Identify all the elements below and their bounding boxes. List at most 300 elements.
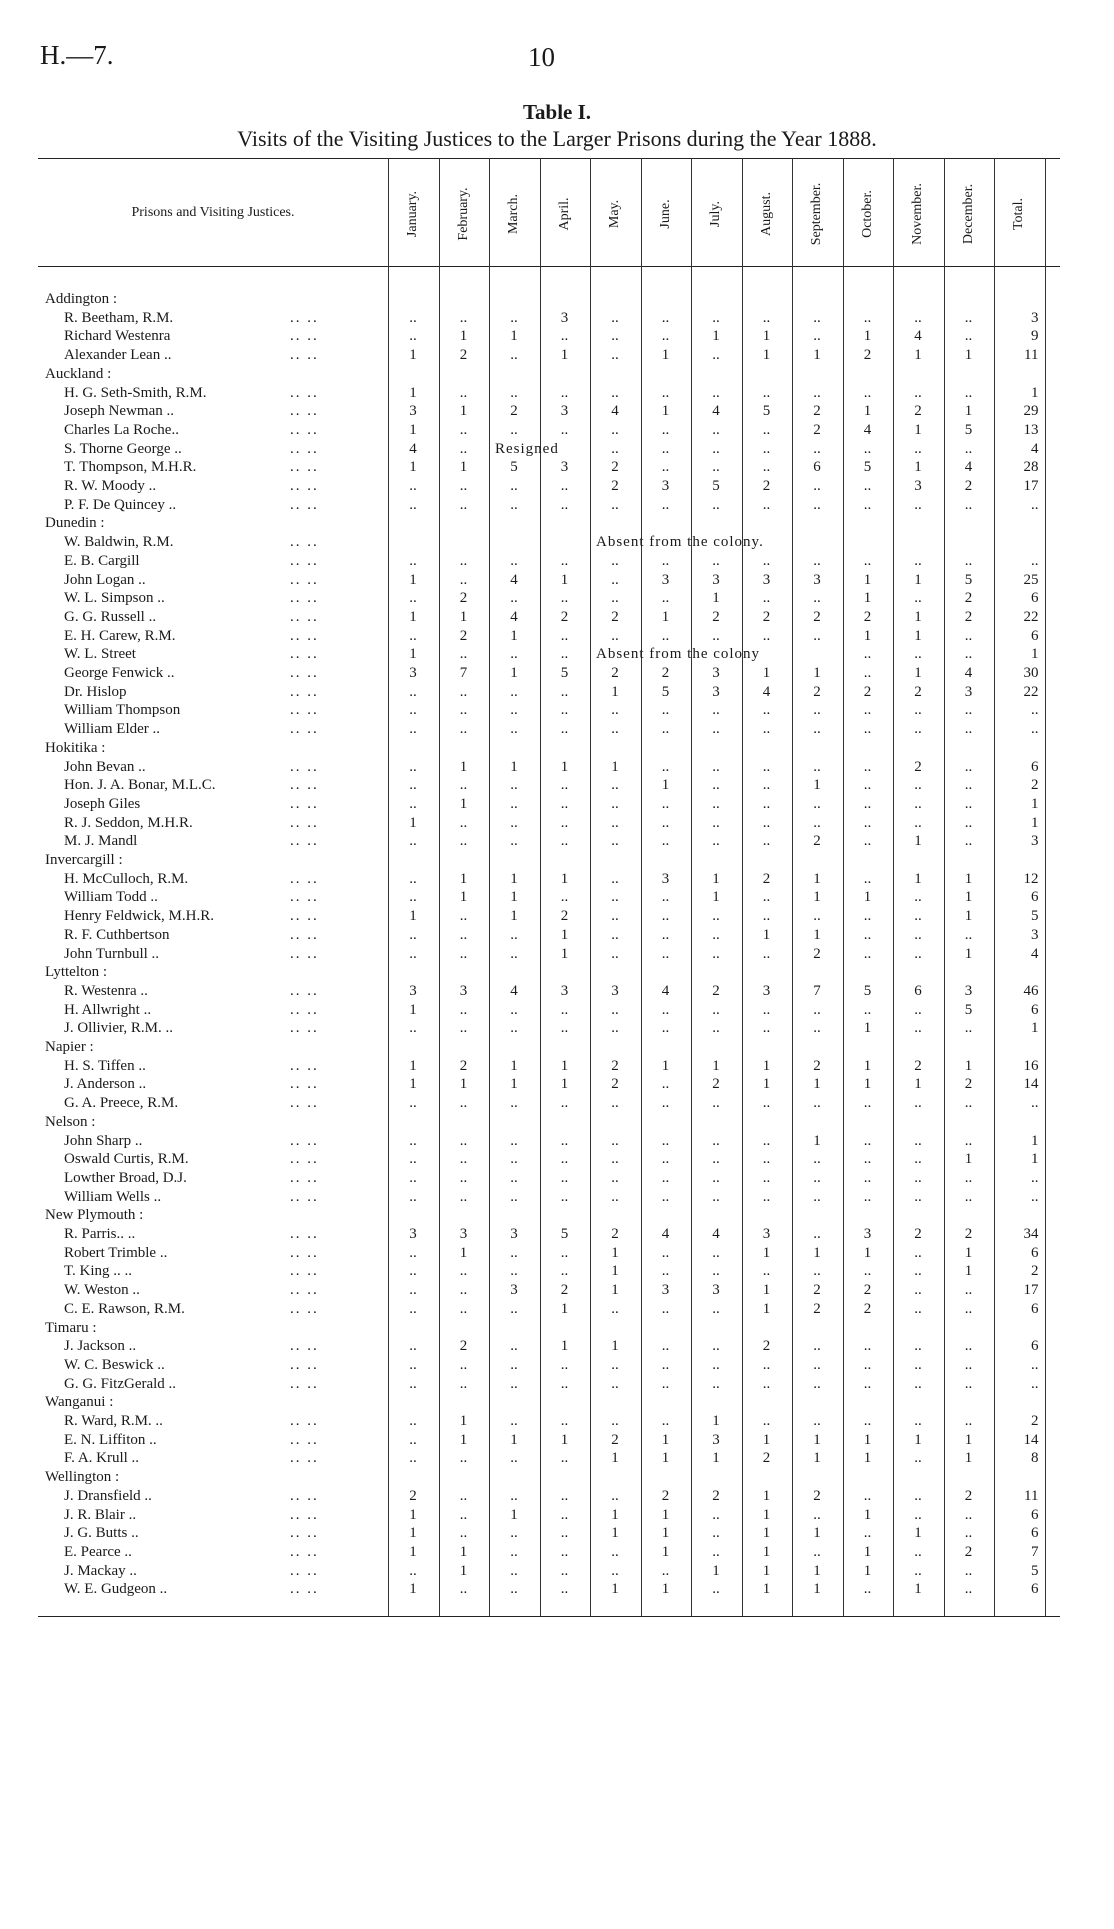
group-row <box>0 851 1114 870</box>
visit-cell: 3 <box>863 1226 872 1242</box>
visit-cell: .. <box>510 1581 518 1598</box>
visit-cell: 2 <box>560 1282 569 1299</box>
visit-cell: 1 <box>914 571 922 588</box>
justice-row <box>0 926 1114 945</box>
visit-cell: .. <box>409 1356 417 1373</box>
month-header-label: January. <box>405 190 420 238</box>
visit-cell: .. <box>510 814 518 831</box>
visit-cell: 1 <box>762 1562 771 1579</box>
visit-cell: .. <box>813 1169 821 1186</box>
visit-cell: .. <box>409 590 417 607</box>
visit-cell: .. <box>813 1095 821 1112</box>
visit-cell: .. <box>510 1356 518 1373</box>
justice-row <box>0 870 1114 889</box>
visit-cell: .. <box>560 646 569 663</box>
visit-cell: 2 <box>914 1226 922 1242</box>
leader-dots: .. .. <box>290 534 319 551</box>
visit-cell: .. <box>964 1095 973 1112</box>
visit-cell: .. <box>560 496 569 513</box>
leader-dots: .. .. <box>290 1132 319 1149</box>
visit-cell: 2 <box>813 1300 821 1317</box>
visit-cell: .. <box>813 440 821 457</box>
visit-cell: .. <box>459 1151 468 1168</box>
leader-dots: .. .. <box>290 721 319 738</box>
visit-cell: 1 <box>510 870 518 887</box>
leader-dots: .. .. <box>290 1356 319 1373</box>
visit-cell: .. <box>762 1001 771 1018</box>
total-cell: .. <box>1031 496 1039 513</box>
visit-cell: .. <box>762 496 771 513</box>
month-header <box>540 168 590 260</box>
justice-row <box>0 477 1114 496</box>
visit-cell: 3 <box>712 683 720 700</box>
leader-dots: .. .. <box>290 478 319 494</box>
visit-cell: .. <box>914 1263 922 1280</box>
justice-name: R. Beetham, R.M. <box>64 309 174 326</box>
visit-cell: 1 <box>813 1525 821 1542</box>
month-header <box>994 168 1044 260</box>
visit-cell: .. <box>661 1076 670 1093</box>
visit-cell: .. <box>409 945 417 962</box>
visit-cell: 1 <box>863 1450 872 1467</box>
visit-cell: .. <box>510 646 518 663</box>
visit-cell: .. <box>863 777 872 794</box>
visit-cell: .. <box>560 421 569 438</box>
justice-name: G. A. Preece, R.M. <box>64 1095 179 1112</box>
visit-cell: .. <box>661 721 670 738</box>
visit-cell: .. <box>459 1095 468 1112</box>
visit-cell: .. <box>510 1132 518 1149</box>
leader-dots: .. .. <box>290 1282 319 1299</box>
visit-cell: .. <box>409 926 417 943</box>
visit-cell: .. <box>712 926 720 943</box>
visit-cell: 1 <box>611 683 619 700</box>
visit-cell: .. <box>762 1020 771 1037</box>
justice-row <box>0 440 1114 459</box>
visit-cell: .. <box>661 1151 670 1168</box>
leader-dots: .. .. <box>290 1525 319 1542</box>
justice-row <box>0 1506 1114 1525</box>
visit-cell: 1 <box>964 1263 973 1280</box>
visit-cell: .. <box>661 1562 670 1579</box>
visit-cell: 1 <box>661 1506 670 1523</box>
visit-cell: .. <box>560 384 569 401</box>
visit-cell: 1 <box>510 627 518 644</box>
justice-name: E. N. Liffiton .. <box>64 1431 157 1448</box>
visit-cell: .. <box>914 926 922 943</box>
total-cell: 29 <box>1023 403 1039 420</box>
visit-cell: .. <box>762 1169 771 1186</box>
justice-row <box>0 1375 1114 1394</box>
visit-cell: 1 <box>459 1543 468 1560</box>
visit-cell: 2 <box>813 945 821 962</box>
visit-cell: .. <box>611 1188 619 1205</box>
visit-cell: .. <box>510 1001 518 1018</box>
visit-cell: 2 <box>560 908 569 925</box>
visit-cell: .. <box>510 1188 518 1205</box>
visit-cell: .. <box>712 1132 720 1149</box>
visit-cell: .. <box>712 347 720 364</box>
visit-cell: 1 <box>409 1001 417 1018</box>
visit-cell: .. <box>762 1413 771 1429</box>
visit-cell: 1 <box>964 908 973 925</box>
visit-cell: 2 <box>712 982 720 999</box>
visit-cell: 3 <box>712 1282 720 1299</box>
visit-cell: 1 <box>661 1057 670 1074</box>
visit-cell: .. <box>863 1095 872 1112</box>
visit-cell: 1 <box>611 1581 619 1598</box>
visit-cell: 5 <box>964 571 973 588</box>
leader-dots: .. .. <box>290 1506 319 1523</box>
visit-cell: 1 <box>459 889 468 906</box>
visit-cell: .. <box>964 1020 973 1037</box>
visit-cell: 1 <box>661 1543 670 1560</box>
visit-cell: .. <box>762 833 771 850</box>
total-cell: 1 <box>1031 646 1039 663</box>
visit-cell: .. <box>712 777 720 794</box>
visit-cell: .. <box>409 889 417 906</box>
visit-cell: .. <box>813 328 821 345</box>
visit-cell: 1 <box>409 1057 417 1074</box>
visit-cell: 1 <box>459 1244 468 1261</box>
visit-cell: 2 <box>813 833 821 850</box>
visit-cell: .. <box>914 945 922 962</box>
visit-cell: 6 <box>914 982 922 999</box>
leader-dots: .. .. <box>290 777 319 794</box>
visit-cell: .. <box>560 1244 569 1261</box>
table-header-rule <box>38 266 1060 267</box>
month-header <box>590 168 640 260</box>
visit-cell: 2 <box>712 1076 720 1093</box>
visit-cell: 3 <box>712 665 720 681</box>
visit-cell: .. <box>712 1356 720 1373</box>
visit-cell: 2 <box>813 1057 821 1074</box>
visit-cell: .. <box>459 496 468 513</box>
visit-cell: .. <box>409 1020 417 1037</box>
visit-cell: 4 <box>863 421 872 438</box>
visit-cell: 1 <box>510 665 518 681</box>
visit-cell: 7 <box>459 665 468 681</box>
visit-cell: 1 <box>762 1244 771 1261</box>
visit-cell: .. <box>459 309 468 326</box>
month-header-label: July. <box>708 201 723 227</box>
visit-cell: .. <box>560 683 569 700</box>
visit-cell: .. <box>409 1263 417 1280</box>
visit-cell: 1 <box>964 1244 973 1261</box>
visit-cell: 1 <box>964 1151 973 1168</box>
visit-cell: .. <box>914 1151 922 1168</box>
visit-cell: .. <box>560 627 569 644</box>
visit-cell: .. <box>863 1356 872 1373</box>
visit-cell: .. <box>409 758 417 775</box>
total-cell: 3 <box>1031 926 1039 943</box>
visit-cell: .. <box>712 1001 720 1018</box>
total-cell: 6 <box>1031 1001 1039 1018</box>
visit-cell: .. <box>459 384 468 401</box>
visit-cell: 3 <box>813 571 821 588</box>
justice-name: John Bevan .. <box>64 758 146 775</box>
visit-cell: .. <box>813 814 821 831</box>
total-cell: 30 <box>1023 665 1039 681</box>
justice-name: T. King .. .. <box>64 1263 133 1280</box>
visit-cell: 1 <box>661 403 670 420</box>
visit-cell: .. <box>560 478 569 494</box>
total-cell: 34 <box>1023 1226 1039 1242</box>
visit-cell: .. <box>661 459 670 476</box>
visit-cell: 4 <box>510 982 518 999</box>
table-bottom-rule <box>38 1616 1060 1617</box>
visit-cell: .. <box>914 1356 922 1373</box>
leader-dots: .. .. <box>290 552 319 569</box>
visit-cell: 2 <box>914 1057 922 1074</box>
visit-cell: 1 <box>459 459 468 476</box>
visit-cell: .. <box>964 646 973 663</box>
visit-cell: .. <box>510 833 518 850</box>
justice-name: E. B. Cargill <box>64 552 140 569</box>
visit-cell: .. <box>661 1356 670 1373</box>
visit-cell: .. <box>409 627 417 644</box>
visit-cell: .. <box>863 646 872 663</box>
visit-cell: .. <box>712 1300 720 1317</box>
visit-cell: 1 <box>409 608 417 625</box>
leader-dots: .. .. <box>290 384 319 401</box>
leader-dots: .. .. <box>290 1581 319 1598</box>
visit-cell: .. <box>611 328 619 345</box>
visit-cell: .. <box>611 1001 619 1018</box>
total-cell: 1 <box>1031 1151 1039 1168</box>
month-header-label: December. <box>960 183 976 245</box>
justice-name: H. Allwright .. <box>64 1001 152 1018</box>
visit-cell: .. <box>459 421 468 438</box>
visit-cell: .. <box>863 1169 872 1186</box>
visit-cell: 2 <box>762 1338 771 1355</box>
visit-cell: .. <box>914 889 922 906</box>
visit-cell: .. <box>560 1413 569 1429</box>
leader-dots: .. .. <box>290 1487 319 1504</box>
visit-cell: .. <box>409 328 417 345</box>
visit-cell: .. <box>459 1525 468 1542</box>
visit-cell: .. <box>459 1169 468 1186</box>
prison-name: Addington : <box>45 291 118 307</box>
visit-cell: .. <box>459 1450 468 1467</box>
leader-dots: .. .. <box>290 1375 319 1392</box>
visit-cell: 5 <box>560 1226 569 1242</box>
prison-name: Dunedin : <box>45 515 105 532</box>
visit-cell: .. <box>459 1001 468 1018</box>
visit-cell: 2 <box>863 683 872 700</box>
visit-cell: 1 <box>863 1020 872 1037</box>
visit-cell: 1 <box>661 1450 670 1467</box>
visit-cell: .. <box>762 1095 771 1112</box>
visit-cell: .. <box>813 702 821 719</box>
justice-name: Robert Trimble .. <box>64 1244 168 1261</box>
visit-cell: .. <box>459 1132 468 1149</box>
visit-cell: 2 <box>964 1226 973 1242</box>
visit-cell: 4 <box>661 1226 670 1242</box>
visit-cell: 2 <box>813 608 821 625</box>
justice-row <box>0 608 1114 627</box>
visit-cell: .. <box>712 1151 720 1168</box>
visit-cell: .. <box>409 1562 417 1579</box>
visit-cell: .. <box>560 1525 569 1542</box>
visit-cell: .. <box>611 721 619 738</box>
prison-name: Wellington : <box>45 1469 120 1486</box>
justice-row <box>0 1057 1114 1076</box>
group-row <box>0 963 1114 982</box>
visit-cell: .. <box>762 1375 771 1392</box>
justice-row <box>0 421 1114 440</box>
visit-cell: .. <box>611 926 619 943</box>
visit-cell: .. <box>762 945 771 962</box>
visit-cell: .. <box>611 1151 619 1168</box>
justice-name: E. Pearce .. <box>64 1543 132 1560</box>
visit-cell: 1 <box>762 1057 771 1074</box>
visit-cell: 1 <box>409 814 417 831</box>
justice-name: W. E. Gudgeon .. <box>64 1581 168 1598</box>
visit-cell: 3 <box>762 982 771 999</box>
total-cell: 6 <box>1031 889 1039 906</box>
total-cell: 6 <box>1031 590 1039 607</box>
visit-cell: .. <box>712 1543 720 1560</box>
visit-cell: .. <box>661 945 670 962</box>
visit-cell: .. <box>914 1001 922 1018</box>
visit-cell: 1 <box>409 347 417 364</box>
visit-cell: .. <box>661 926 670 943</box>
visit-cell: .. <box>712 1244 720 1261</box>
visit-cell: .. <box>611 777 619 794</box>
visit-cell: 3 <box>510 1282 518 1299</box>
visit-cell: .. <box>459 646 468 663</box>
visit-cell: 1 <box>459 758 468 775</box>
visit-cell: .. <box>510 1020 518 1037</box>
leader-dots: .. .. <box>290 646 319 663</box>
prison-name: Lyttelton : <box>45 964 108 981</box>
visit-cell: 3 <box>560 459 569 476</box>
visit-cell: .. <box>661 908 670 925</box>
visit-cell: .. <box>762 1132 771 1149</box>
visit-cell: 1 <box>409 384 417 401</box>
visit-cell: 1 <box>611 1450 619 1467</box>
visit-cell: .. <box>459 1263 468 1280</box>
visit-cell: .. <box>510 1095 518 1112</box>
table-number: Table I. <box>522 100 592 124</box>
leader-dots: .. .. <box>290 870 319 887</box>
visit-cell: 1 <box>409 908 417 925</box>
visit-cell: .. <box>712 1506 720 1523</box>
visit-cell: .. <box>813 721 821 738</box>
total-cell: 46 <box>1023 982 1039 999</box>
justice-row <box>0 1580 1114 1599</box>
visit-cell: .. <box>712 309 720 326</box>
visit-cell: 3 <box>661 478 670 494</box>
visit-cell: .. <box>813 1543 821 1560</box>
visit-cell: .. <box>459 1356 468 1373</box>
visit-cell: .. <box>964 814 973 831</box>
visit-cell: .. <box>813 1001 821 1018</box>
visit-cell: .. <box>560 1450 569 1467</box>
total-cell: 2 <box>1031 1263 1039 1280</box>
justice-name: William Elder .. <box>64 721 161 738</box>
visit-cell: .. <box>914 309 922 326</box>
visit-cell: 1 <box>914 870 922 887</box>
visit-cell: .. <box>409 721 417 738</box>
visit-cell: .. <box>510 1151 518 1168</box>
visit-cell: .. <box>661 440 670 457</box>
justice-row <box>0 664 1114 683</box>
page-number: 10 <box>528 42 555 72</box>
visit-cell: 2 <box>712 608 720 625</box>
justice-name: J. Ollivier, R.M. .. <box>64 1020 173 1037</box>
visit-cell: .. <box>661 1300 670 1317</box>
visit-cell: 1 <box>712 1057 720 1074</box>
visit-cell: 2 <box>611 1226 619 1242</box>
visit-cell: .. <box>762 1356 771 1373</box>
justice-row <box>0 533 1114 552</box>
prison-name: New Plymouth : <box>45 1207 144 1224</box>
visit-cell: .. <box>560 1001 569 1018</box>
visit-cell: .. <box>510 478 518 494</box>
visit-cell: .. <box>762 889 771 906</box>
month-header <box>893 168 943 260</box>
total-cell: 6 <box>1031 1506 1039 1523</box>
visit-cell: 1 <box>459 1562 468 1579</box>
visit-cell: .. <box>712 721 720 738</box>
visit-cell: .. <box>409 496 417 513</box>
visit-cell: .. <box>964 1506 973 1523</box>
visit-cell: .. <box>914 590 922 607</box>
visit-cell: 1 <box>510 1057 518 1074</box>
visit-cell: .. <box>611 1095 619 1112</box>
visit-cell: 2 <box>611 1076 619 1093</box>
visit-cell: .. <box>964 1581 973 1598</box>
visit-cell: .. <box>510 1562 518 1579</box>
leader-dots: .. .. <box>290 608 319 625</box>
leader-dots: .. .. <box>290 702 319 719</box>
justice-name: C. E. Rawson, R.M. <box>64 1300 185 1317</box>
visit-cell: 1 <box>914 347 922 364</box>
visit-cell: .. <box>459 1581 468 1598</box>
visit-cell: 1 <box>409 571 417 588</box>
visit-cell: 1 <box>863 1076 872 1093</box>
total-cell: .. <box>1031 702 1039 719</box>
leader-dots: .. .. <box>290 1226 319 1242</box>
prison-name: Invercargill : <box>45 852 123 868</box>
visit-cell: .. <box>409 683 417 700</box>
leader-dots: .. .. <box>290 496 319 513</box>
visit-cell: 1 <box>510 1076 518 1093</box>
visit-cell: .. <box>914 1132 922 1149</box>
visit-cell: .. <box>611 496 619 513</box>
visit-cell: .. <box>914 1450 922 1467</box>
justice-row <box>0 945 1114 964</box>
visit-cell: 1 <box>813 1562 821 1579</box>
visit-cell: .. <box>459 1188 468 1205</box>
justice-name: F. A. Krull .. <box>64 1450 140 1467</box>
month-header <box>792 168 842 260</box>
visit-cell: 2 <box>459 627 468 644</box>
visit-cell: 4 <box>964 459 973 476</box>
visit-cell: .. <box>964 1282 973 1299</box>
visit-cell: .. <box>914 1338 922 1355</box>
visit-cell: .. <box>813 1263 821 1280</box>
visit-cell: .. <box>863 870 872 887</box>
visit-cell: 3 <box>661 870 670 887</box>
justice-name: G. G. FitzGerald .. <box>64 1375 177 1392</box>
visit-cell: .. <box>560 1543 569 1560</box>
total-cell: 11 <box>1024 347 1039 364</box>
visit-cell: .. <box>409 1151 417 1168</box>
visit-cell: .. <box>510 1300 518 1317</box>
